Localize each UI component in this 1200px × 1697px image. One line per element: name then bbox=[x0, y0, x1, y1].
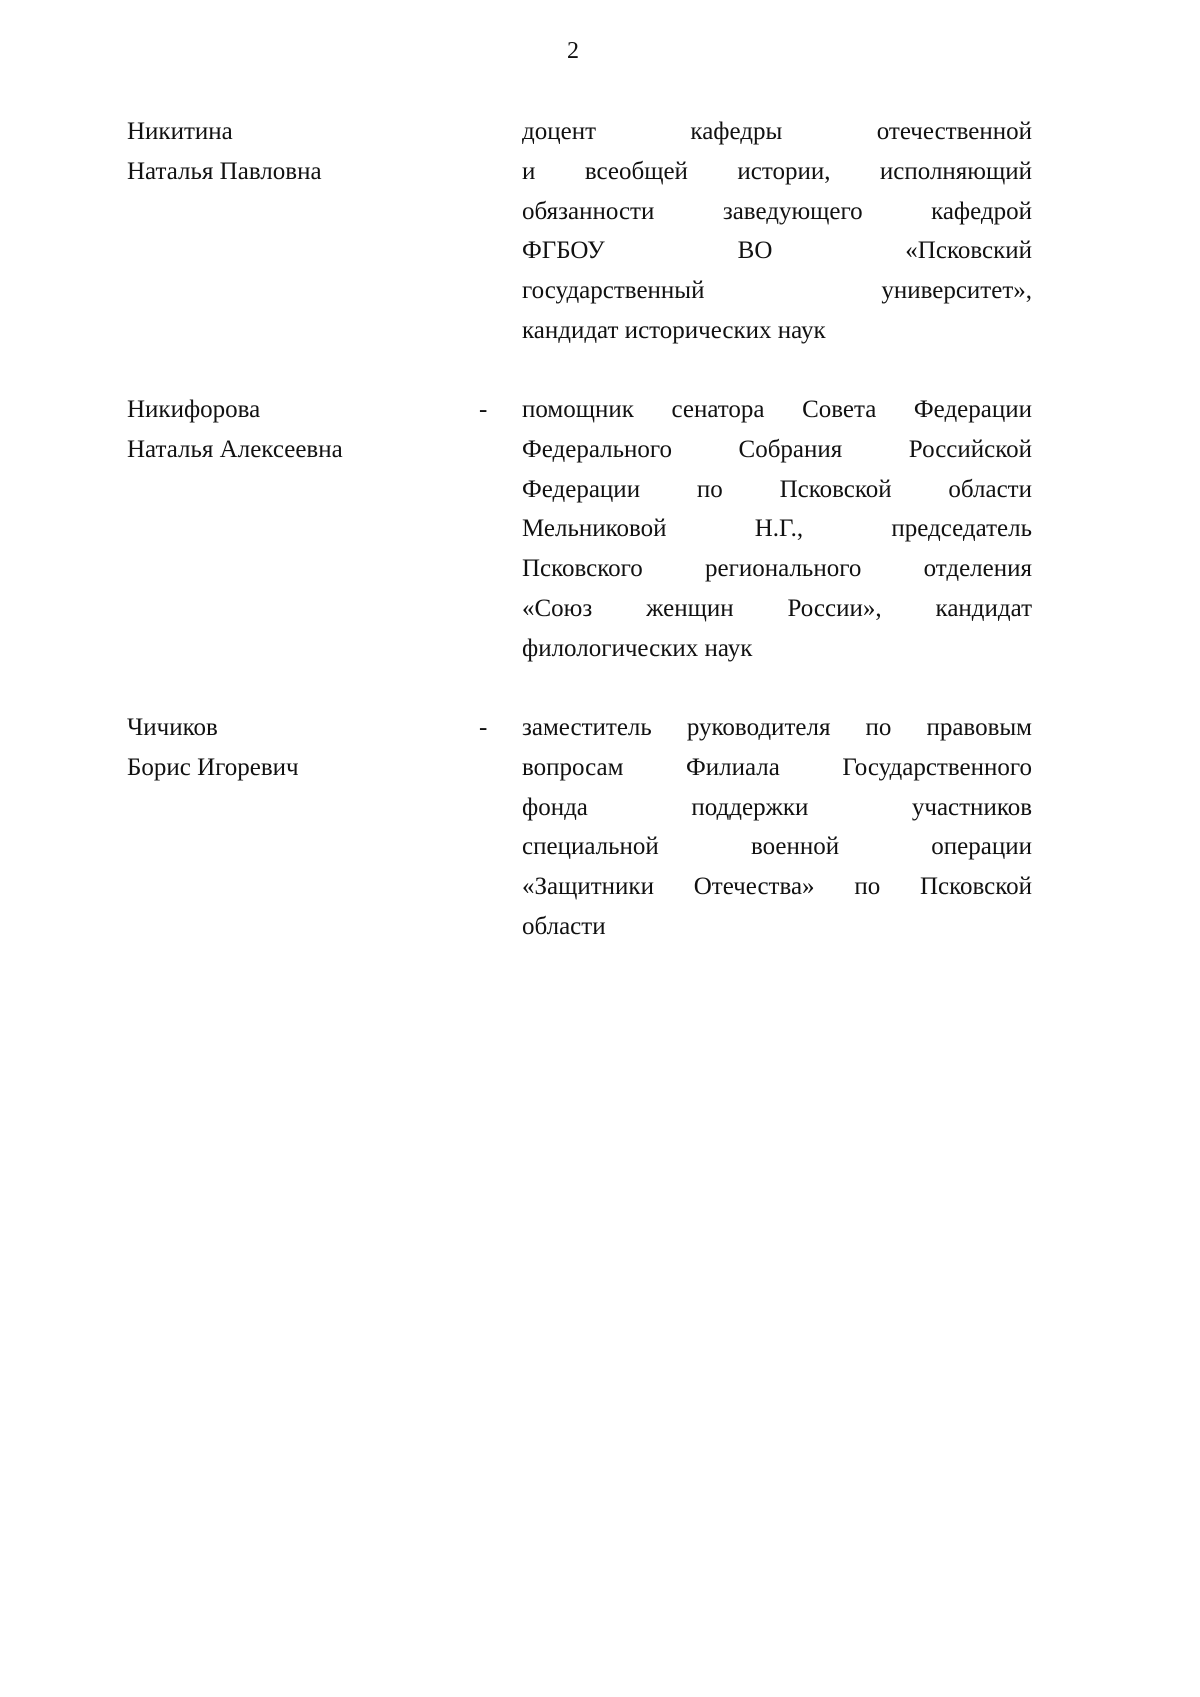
name-line: Никифорова bbox=[127, 396, 261, 423]
position-line: филологических наук bbox=[522, 634, 753, 662]
position-line: государственный университет», bbox=[522, 277, 1032, 305]
position-line: Псковского регионального отделения bbox=[522, 555, 1032, 583]
dash-separator: - bbox=[479, 396, 488, 423]
name-line: Чичиков bbox=[127, 714, 218, 741]
member-name bbox=[127, 708, 457, 788]
name-line: Никитина bbox=[127, 118, 233, 145]
position-line: заместитель руководителя по правовым bbox=[522, 714, 1032, 741]
member-position bbox=[522, 112, 1032, 351]
name-line: Наталья Алексеевна bbox=[127, 435, 343, 463]
position-line: Мельниковой Н.Г., председатель bbox=[522, 515, 1032, 543]
position-line: и всеобщей истории, исполняющий bbox=[522, 157, 1032, 185]
position-line: специальной военной операции bbox=[522, 833, 1032, 861]
position-line: кандидат исторических наук bbox=[522, 316, 826, 344]
page-number: 2 bbox=[567, 38, 579, 64]
position-line: доцент кафедры отечественной bbox=[522, 118, 1032, 145]
position-line: «Защитники Отечества» по Псковской bbox=[522, 873, 1032, 901]
member-position bbox=[522, 708, 1032, 947]
member-name bbox=[127, 390, 457, 470]
position-line: «Союз женщин России», кандидат bbox=[522, 594, 1032, 622]
dash-separator: - bbox=[479, 714, 488, 741]
position-line: фонда поддержки участников bbox=[522, 793, 1032, 821]
position-line: Федерального Собрания Российской bbox=[522, 435, 1032, 463]
position-line: помощник сенатора Совета Федерации bbox=[522, 396, 1032, 423]
position-line: вопросам Филиала Государственного bbox=[522, 753, 1032, 781]
member-name bbox=[127, 112, 457, 192]
position-line: области bbox=[522, 912, 606, 940]
position-line: Федерации по Псковской области bbox=[522, 475, 1032, 503]
name-line: Наталья Павловна bbox=[127, 157, 322, 185]
member-position bbox=[522, 390, 1032, 669]
position-line: обязанности заведующего кафедрой bbox=[522, 197, 1032, 225]
position-line: ФГБОУ ВО «Псковский bbox=[522, 237, 1032, 265]
name-line: Борис Игоревич bbox=[127, 753, 299, 781]
